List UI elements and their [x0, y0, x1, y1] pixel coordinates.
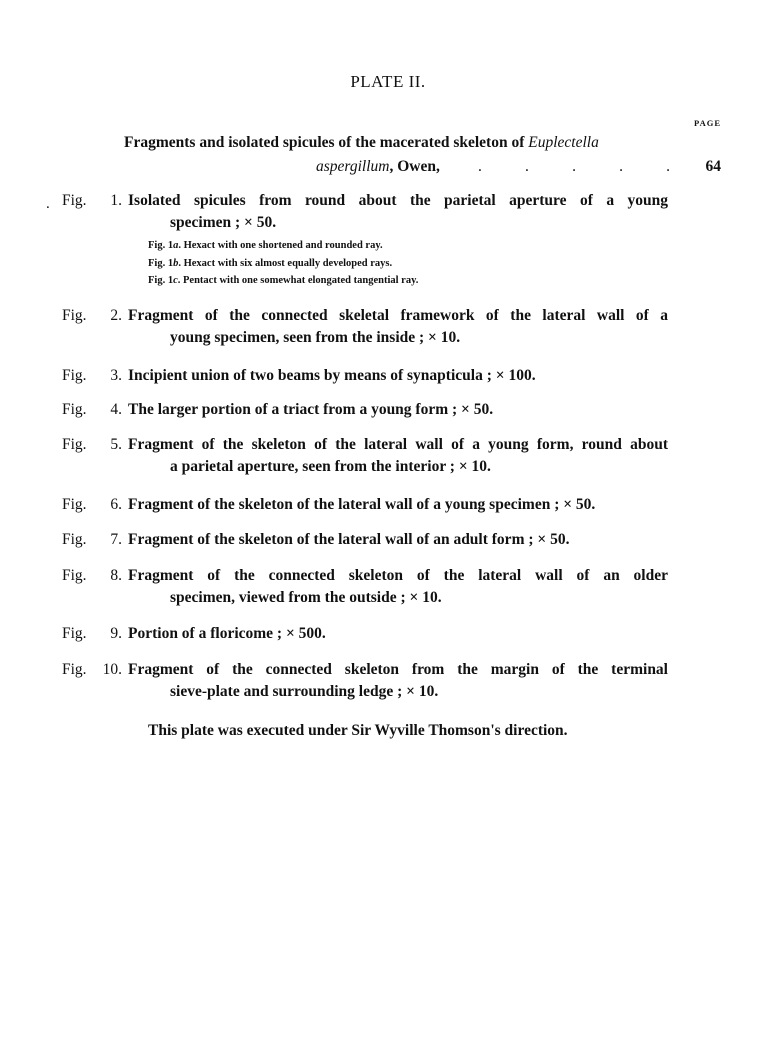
fig-caption-line: Portion of a floricome ; × 500.	[128, 625, 326, 642]
stray-mark: .	[46, 196, 50, 212]
leader-dot: .	[619, 158, 623, 175]
genus-name: Euplectella	[528, 134, 599, 151]
fig-caption-line: The larger portion of a triact from a young form ; × 50.	[128, 401, 494, 418]
fig-caption-line: Fragment of the skeleton of the lateral wall of a young form, round about	[128, 436, 668, 453]
fig-number: 4.	[110, 401, 122, 418]
fig-label: Fig.	[62, 307, 87, 324]
fig-label: Fig.	[62, 496, 87, 513]
plate-description-line-1	[124, 134, 599, 152]
species-name: aspergillum	[316, 158, 390, 175]
fig-caption-continuation: specimen ; × 50.	[170, 214, 277, 231]
fig-caption-line: Fragment of the skeleton of the lateral wall of an adult form ; × 50.	[128, 531, 570, 548]
leader-dot: .	[666, 158, 670, 175]
sub-fig-text: . Hexact with one shortened and rounded ray.	[178, 240, 383, 251]
fig-label: Fig.	[62, 436, 87, 453]
fig-label: Fig.	[62, 661, 87, 678]
fig-number: 7.	[110, 531, 122, 548]
description-text: Fragments and isolated spicules of the macerated skeleton of	[124, 134, 529, 151]
author-name: , Owen,	[389, 158, 440, 175]
fig-label: Fig.	[62, 625, 87, 642]
fig-number: 3.	[110, 367, 122, 384]
page-column-heading: PAGE	[694, 118, 721, 128]
sub-figure-caption	[148, 240, 383, 251]
fig-label: Fig.	[62, 367, 87, 384]
fig-label: Fig.	[62, 401, 87, 418]
page-number: 64	[705, 158, 721, 175]
leader-dot: .	[572, 158, 576, 175]
plate-title: PLATE II.	[350, 72, 426, 91]
fig-number: 6.	[110, 496, 122, 513]
fig-number: 9.	[110, 625, 122, 642]
fig-caption-line: Incipient union of two beams by means of synapticula ; × 100.	[128, 367, 536, 384]
sub-fig-text: . Pentact with one somewhat elongated tangential ray.	[177, 275, 419, 286]
fig-label: Fig.	[62, 531, 87, 548]
sub-fig-letter: a	[173, 240, 179, 251]
fig-number: 1.	[110, 192, 122, 209]
fig-number: 5.	[110, 436, 122, 453]
sub-figure-caption	[148, 275, 418, 286]
fig-label: Fig.	[62, 567, 87, 584]
sub-fig-letter: b	[173, 258, 179, 269]
sub-fig-letter: c	[173, 275, 178, 286]
sub-fig-label: Fig. 1	[148, 258, 174, 269]
sub-figure-caption	[148, 258, 392, 269]
fig-number: 2.	[110, 307, 122, 324]
fig-label: Fig.	[62, 192, 87, 209]
sub-fig-label: Fig. 1	[148, 275, 174, 286]
fig-caption-line: Fragment of the skeleton of the lateral wall of a young specimen ; × 50.	[128, 496, 596, 513]
fig-caption-line: Fragment of the connected skeleton of the lateral wall of an older	[128, 567, 668, 584]
plate-description-line-2	[316, 158, 440, 176]
fig-caption-line: Fragment of the connected skeletal framework of the lateral wall of a	[128, 307, 668, 324]
fig-caption-continuation: specimen, viewed from the outside ; × 10.	[170, 589, 442, 606]
sub-fig-label: Fig. 1	[148, 240, 174, 251]
plate-footer-note: This plate was executed under Sir Wyville Thomson's direction.	[148, 722, 568, 739]
fig-caption-line: Isolated spicules from round about the parietal aperture of a young	[128, 192, 668, 209]
fig-number: 8.	[110, 567, 122, 584]
fig-caption-line: Fragment of the connected skeleton from the margin of the terminal	[128, 661, 668, 678]
fig-caption-continuation: young specimen, seen from the inside ; × 10.	[170, 329, 461, 346]
leader-dots	[478, 158, 670, 176]
sub-fig-text: . Hexact with six almost equally developed rays.	[178, 258, 393, 269]
leader-dot: .	[478, 158, 482, 175]
fig-caption-continuation: a parietal aperture, seen from the interior ; × 10.	[170, 458, 491, 475]
leader-dot: .	[525, 158, 529, 175]
fig-number: 10.	[102, 661, 122, 678]
fig-caption-continuation: sieve-plate and surrounding ledge ; × 10.	[170, 683, 439, 700]
